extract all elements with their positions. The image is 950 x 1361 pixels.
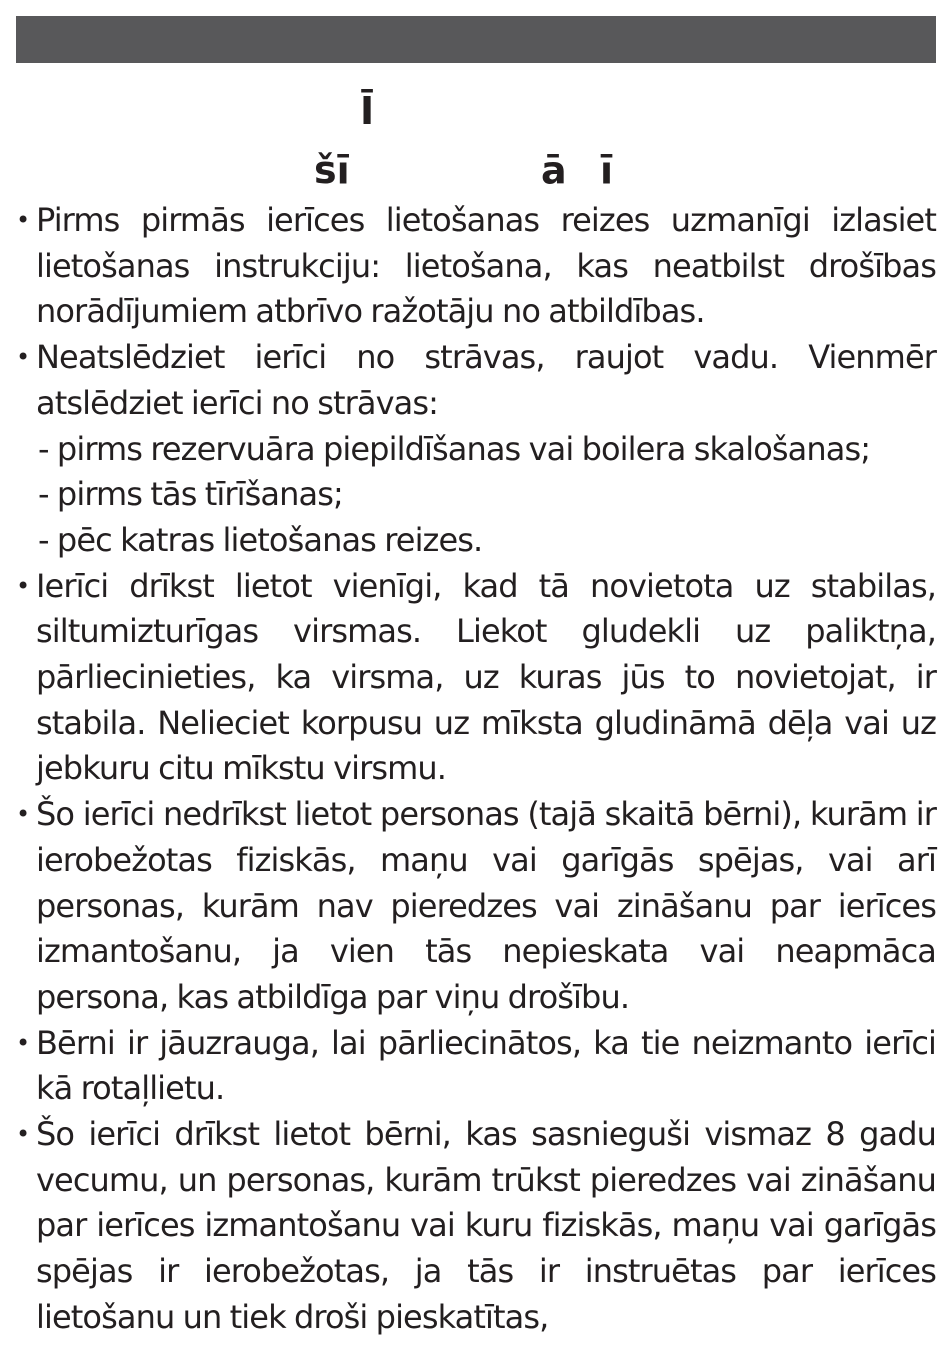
sub-list-item: - pēc katras lietošanas reizes. [38,520,483,559]
list-item-text: Bērni ir jāuzrauga, lai pārliecinātos, ka tie neizmanto ierīci kā rotaļlietu. [36,1023,936,1108]
bullet: • [16,206,30,234]
bullet: • [16,1028,30,1057]
heading-line-1 [0,86,950,136]
bullet: • [16,800,30,829]
bullet: • [16,343,30,372]
list-item-text: Ierīci drīkst lietot vienīgi, kad tā novietota uz stabilas, siltumizturīgas virsmas. Liekot gludekli uz paliktņa, pārliecinieties, ka virsma, uz kuras jūs to novietojat, ir stabila. Nelieciet korpusu uz mīksta gludināmā dēļa vai uz jebkuru citu mīkstu virsmu. [36,566,936,788]
list-item [16,564,936,793]
heading-line-2 [0,145,950,195]
heading-fragment: ā [541,148,567,192]
heading-fragment: šī [314,148,350,192]
bullet: • [16,571,30,600]
list-item-text: Šo ierīci nedrīkst lietot personas (tajā skaitā bērni), kurām ir ierobežotas fiziskās, maņu vai garīgās spējas, vai arī personas, kurām nav pieredzes vai zināšanu par ierīces izmantošanu, ja vien tās nepieskata vai neapmāca persona, kas atbildīga par viņu drošību. [36,795,936,1016]
safety-instructions-list [16,198,936,1341]
heading-fragment: Ī [360,89,375,133]
sub-list-item: - pirms rezervuāra piepildīšanas vai boilera skalošanas; [38,429,871,468]
list-item-text: Pirms pirmās ierīces lietošanas reizes uzmanīgi izlasiet lietošanas instrukciju: lietošana, kas neatbilst drošības norādījumiem atbrīvo ražotāju no atbildības. [36,201,936,331]
bullet: • [16,1120,30,1149]
sub-list-item: - pirms tās tīrīšanas; [38,475,343,514]
heading-fragment: ī [600,148,614,192]
list-item-text: Neatslēdziet ierīci no strāvas, raujot vadu. Vienmēr atslēdziet ierīci no strāvas: [36,338,936,422]
list-item [16,335,936,564]
list-item-text: Šo ierīci drīkst lietot bērni, kas sasnieguši vismaz 8 gadu vecumu, un personas, kurām trūkst pieredzes vai zināšanu par ierīces izmantošanu vai kuru fiziskās, maņu vai garīgās spējas ir ierobežotas, ja tās ir instruētas par ierīces lietošanu un tiek droši pieskatītas, [36,1115,936,1336]
list-item [16,1112,936,1341]
list-item [16,1021,936,1112]
header-bar [16,16,936,63]
list-item [16,792,936,1021]
list-item [16,198,936,335]
